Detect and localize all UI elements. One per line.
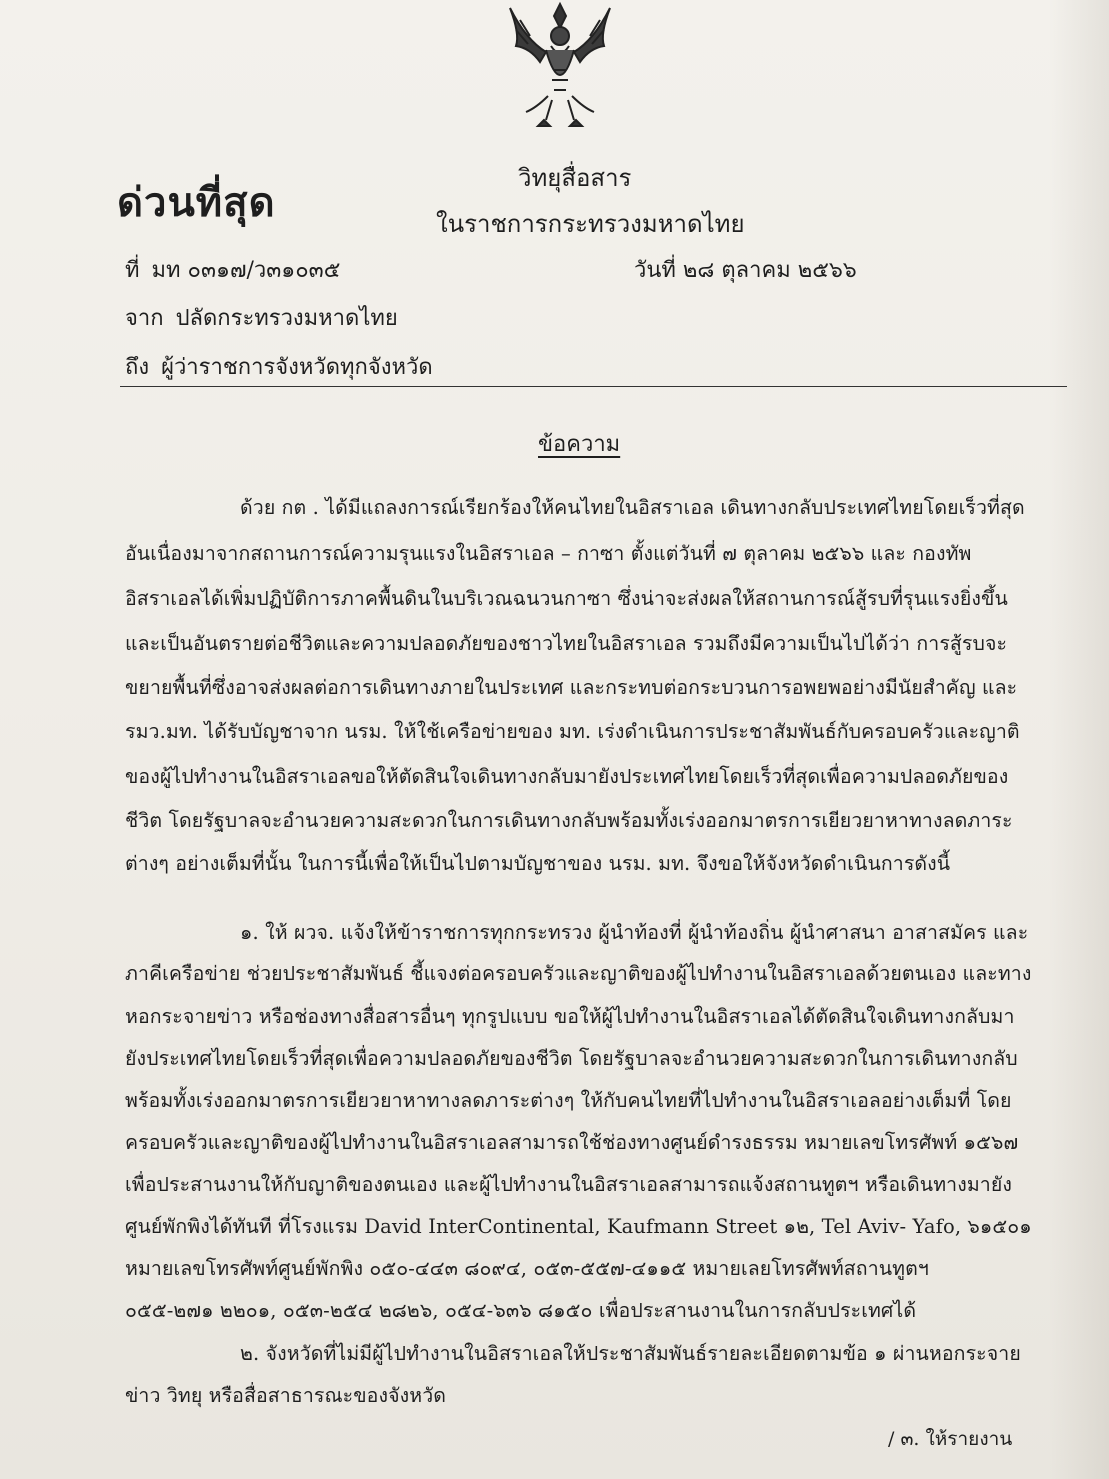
to-value: ผู้ว่าราชการจังหวัดทุกจังหวัด [161,355,433,380]
urgent-label: ด่วนที่สุด [117,179,276,226]
body-line: เพื่อประสานงานให้กับญาติของตนเอง และผู้ไปทำงานในอิสราเอลสามารถแจ้งสถานทูตฯ หรือเดินทางมายัง [125,1173,1012,1196]
body-line: รมว.มท. ได้รับบัญชาจาก นรม. ให้ใช้เครือข่ายของ มท. เร่งดำเนินการประชาสัมพันธ์กับครอบครัวและญาติ [125,720,1020,743]
from-value: ปลัดกระทรวงมหาดไทย [175,306,398,331]
body-line: และเป็นอันตรายต่อชีวิตและความปลอดภัยของชาวไทยในอิสราเอล รวมถึงมีความเป็นไปได้ว่า การสู้รบจะ [125,632,1008,655]
body-line: ครอบครัวและญาติของผู้ไปทำงานในอิสราเอลสามารถใช้ช่องทางศูนย์ดำรงธรรม หมายเลขโทรศัพท์ ๑๕๖๗ [125,1131,1019,1154]
body-line: ขยายพื้นที่ซึ่งอาจส่งผลต่อการเดินทางภายในประเทศ และกระทบต่อกระบวนการอพยพอย่างมีนัยสำคัญ และ [125,676,1018,699]
radio-title: วิทยุสื่อสาร [518,164,632,192]
body-line: ๒. จังหวัดที่ไม่มีผู้ไปทำงานในอิสราเอลให้ประชาสัมพันธ์รายละเอียดตามข้อ ๑ ผ่านหอกระจาย [240,1342,1021,1365]
body-line: อิสราเอลได้เพิ่มปฏิบัติการภาคพื้นดินในบริเวณฉนวนกาซา ซึ่งน่าจะส่งผลให้สถานการณ์สู้รบที่รุนแรงยิ่งขึ้น [125,587,1008,610]
from-label: จาก [125,306,164,331]
body-line: ต่างๆ อย่างเต็มที่นั้น ในการนี้เพื่อให้เป็นไปตามบัญชาของ นรม. มท. จึงขอให้จังหวัดดำเนินการดังนี้ [125,852,951,875]
body-line: อันเนื่องมาจากสถานการณ์ความรุนแรงในอิสราเอล – กาซา ตั้งแต่วันที่ ๗ ตุลาคม ๒๕๖๖ และ กองทัพ [125,542,972,565]
ministry-title: ในราชการกระทรวงมหาดไทย [436,210,745,238]
document-date: วันที่ ๒๘ ตุลาคม ๒๕๖๖ [634,258,857,283]
message-heading: ข้อความ [538,432,621,457]
reference-number [125,252,340,287]
from-line [125,300,398,335]
body-line: ชีวิต โดยรัฐบาลจะอำนวยความสะดวกในการเดินทางกลับพร้อมทั้งเร่งออกมาตรการเยียวยาหาทางลดภาระ [125,809,1013,832]
to-line [125,349,433,384]
reference-value: มท ๐๓๑๗/ว๓๑๐๓๕ [151,258,341,283]
body-line: ศูนย์พักพิงได้ทันที ที่โรงแรม David InterContinental, Kaufmann Street ๑๒, Tel Aviv- Yafo, ๖๑๕๐๑ [125,1215,1032,1238]
body-line: ๐๕๕-๒๗๑ ๒๒๐๑, ๐๕๓-๒๕๔ ๒๘๒๖, ๐๕๔-๖๓๖ ๘๑๕๐ เพื่อประสานงานในการกลับประเทศได้ [125,1299,917,1322]
garuda-emblem-icon [496,0,624,130]
body-line: ด้วย กต . ได้มีแถลงการณ์เรียกร้องให้คนไทยในอิสราเอล เดินทางกลับประเทศไทยโดยเร็วที่สุด [240,496,1025,519]
body-line: ของผู้ไปทำงานในอิสราเอลขอให้ตัดสินใจเดินทางกลับมายังประเทศไทยโดยเร็วที่สุดเพื่อความปลอดภัยของ [125,765,1009,788]
to-label: ถึง [125,355,150,380]
body-line: ภาคีเครือข่าย ช่วยประชาสัมพันธ์ ชี้แจงต่อครอบครัวและญาติของผู้ไปทำงานในอิสราเอลด้วยตนเอง และทาง [125,962,1032,985]
body-line: ข่าว วิทยุ หรือสื่อสาธารณะของจังหวัด [125,1384,447,1407]
header-divider [120,386,1067,387]
body-line: ๑. ให้ ผวจ. แจ้งให้ข้าราชการทุกกระทรวง ผู้นำท้องที่ ผู้นำท้องถิ่น ผู้นำศาสนา อาสาสมัคร และ [240,921,1029,944]
body-line: พร้อมทั้งเร่งออกมาตรการเยียวยาหาทางลดภาระต่างๆ ให้กับคนไทยที่ไปทำงานในอิสราเอลอย่างเต็มที่ โดย [125,1089,1012,1112]
body-line: ยังประเทศไทยโดยเร็วที่สุดเพื่อความปลอดภัยของชีวิต โดยรัฐบาลจะอำนวยความสะดวกในการเดินทางกลับ [125,1047,1018,1070]
continuation-note: / ๓. ให้รายงาน [888,1428,1013,1450]
reference-label: ที่ [125,258,140,283]
body-line: หอกระจายข่าว หรือช่องทางสื่อสารอื่นๆ ทุกรูปแบบ ขอให้ผู้ไปทำงานในอิสราเอลได้ตัดสินใจเดินทางกลับมา [125,1005,1015,1028]
body-line: หมายเลขโทรศัพท์ศูนย์พักพิง ๐๕๐-๔๔๓ ๘๐๙๔, ๐๕๓-๕๕๗-๔๑๑๕ หมายเลยโทรศัพท์สถานทูตฯ [125,1257,929,1280]
